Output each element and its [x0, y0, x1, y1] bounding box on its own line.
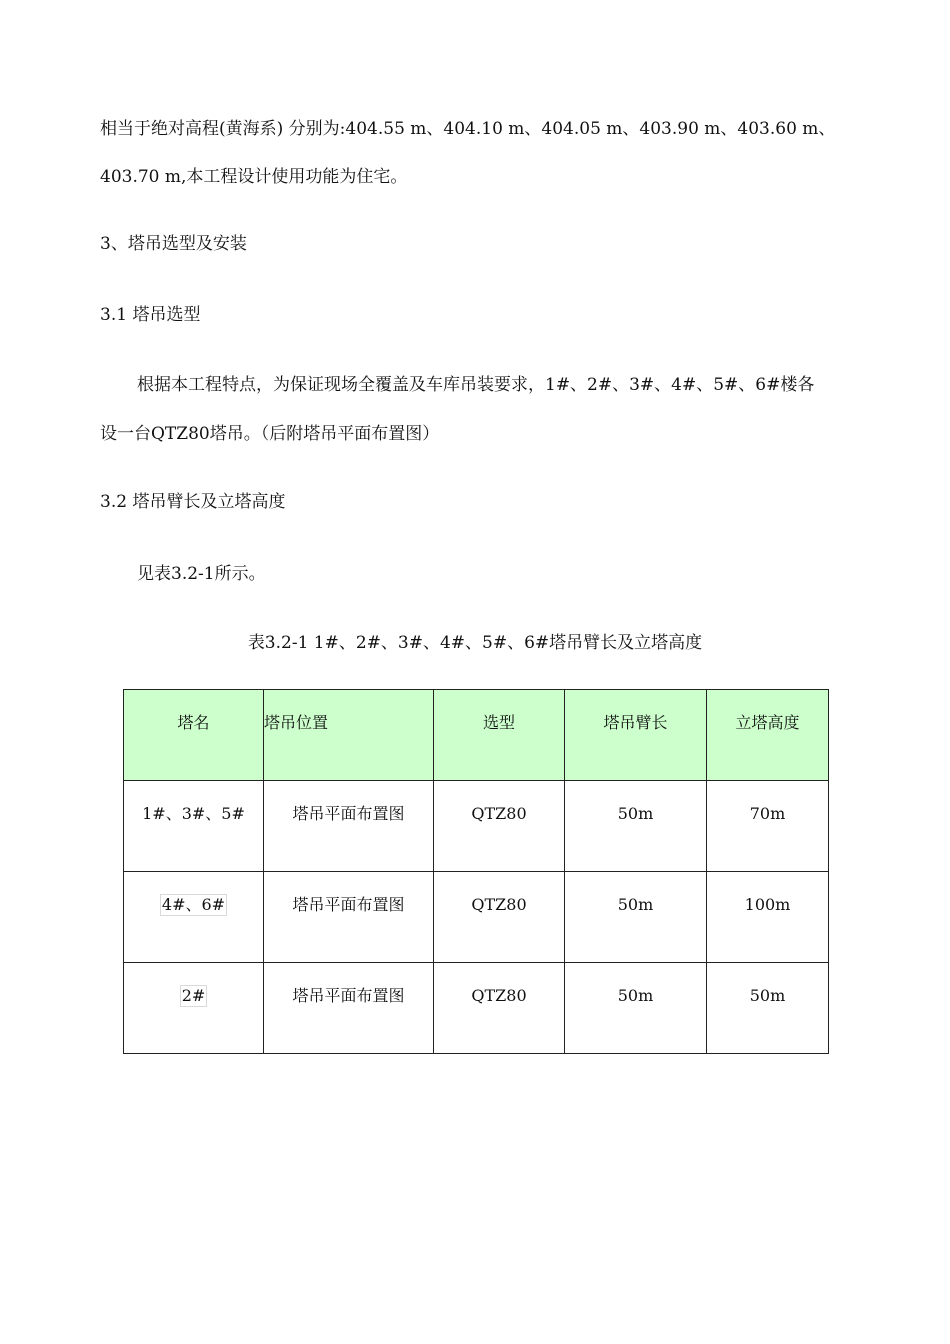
cell-tower-name: 1#、3#、5#: [124, 781, 264, 872]
table-caption: 表3.2-1 1#、2#、3#、4#、5#、6#塔吊臂长及立塔高度: [247, 633, 703, 653]
paragraph-selection-line2: 设一台QTZ80塔吊。（后附塔吊平面布置图）: [100, 424, 440, 444]
header-tower-height: 立塔高度: [707, 690, 829, 781]
cell-tower-height: 100m: [707, 872, 829, 963]
header-model: 选型: [434, 690, 565, 781]
cell-tower-name: 4#、6#: [124, 872, 264, 963]
crane-table: [123, 689, 829, 1054]
section-heading-3-2: 3.2 塔吊臂长及立塔高度: [100, 492, 286, 512]
header-crane-position: 塔吊位置: [264, 690, 434, 781]
cell-tower-name: 2#: [124, 963, 264, 1054]
header-tower-name: 塔名: [124, 690, 264, 781]
cell-crane-position: 塔吊平面布置图: [264, 872, 434, 963]
cell-boom-length: 50m: [565, 963, 707, 1054]
paragraph-elevation-line1: 相当于绝对高程(黄海系) 分别为:404.55 m、404.10 m、404.05 m、403.90 m、403.60 m、: [100, 119, 836, 139]
cell-tower-height: 50m: [707, 963, 829, 1054]
paragraph-see-table: 见表3.2-1所示。: [137, 564, 266, 584]
cell-model: QTZ80: [434, 963, 565, 1054]
cell-model: QTZ80: [434, 781, 565, 872]
table-row: [124, 872, 829, 963]
cell-boom-length: 50m: [565, 781, 707, 872]
table-row: [124, 963, 829, 1054]
paragraph-selection-line1: 根据本工程特点，为保证现场全覆盖及车库吊装要求，1#、2#、3#、4#、5#、6#楼各: [137, 375, 815, 395]
table-header-row: [124, 690, 829, 781]
paragraph-elevation-line2: 403.70 m,本工程设计使用功能为住宅。: [100, 167, 408, 187]
cell-model: QTZ80: [434, 872, 565, 963]
header-boom-length: 塔吊臂长: [565, 690, 707, 781]
section-heading-3: 3、塔吊选型及安装: [100, 234, 247, 254]
cell-crane-position: 塔吊平面布置图: [264, 963, 434, 1054]
cell-crane-position: 塔吊平面布置图: [264, 781, 434, 872]
cell-boom-length: 50m: [565, 872, 707, 963]
table-row: [124, 781, 829, 872]
cell-tower-height: 70m: [707, 781, 829, 872]
section-heading-3-1: 3.1 塔吊选型: [100, 305, 201, 325]
